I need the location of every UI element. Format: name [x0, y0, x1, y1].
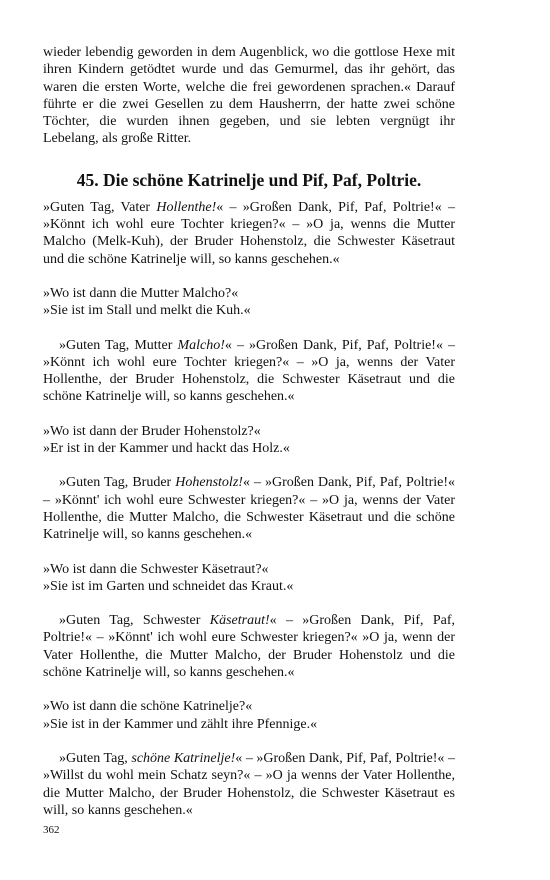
paragraph-2: »Guten Tag, Mutter Malcho!« – »Großen Dank, Pif, Paf, Poltrie!« – »Könnt ich wohl eure Tochter kriegen?« – »O ja, wenns der Vater Hollenthe, der Bruder Hohenstolz, die Schwester Käsetraut und die schöne Katrinelje will, so kanns geschehen.«	[43, 337, 455, 405]
reply-1: »Sie ist im Stall und melkt die Kuh.«	[43, 303, 251, 319]
intro-paragraph: wieder lebendig geworden in dem Augenblick, wo die gottlose Hexe mit ihren Kindern getödtet wurde und das Gemurmel, das ihr gehört, das waren die ersten Worte, welche die frei gewordenen sprachen.« Darauf führte er die zwei Gesellen zu dem Hausherrn, der hatte zwei schöne Töchter, die wurden ihnen gegeben, und sie lebten vergnügt ihr Lebelang, als große Ritter.	[43, 45, 455, 147]
page-number: 362	[43, 824, 60, 836]
reply-3: »Sie ist im Garten und schneidet das Kraut.«	[43, 578, 294, 594]
paragraph-3: »Guten Tag, Bruder Hohenstolz!« – »Großen Dank, Pif, Paf, Poltrie!« – »Könnt' ich wohl eure Schwester kriegen?« – »O ja, wenns der Vater Hollenthe, die Mutter Malcho, die Schwester Käsetraut und die schöne Katrinelje will, so kanns geschehen.«	[43, 475, 456, 543]
reply-2: »Er ist in der Kammer und hackt das Holz.«	[43, 441, 290, 457]
paragraph-4: »Guten Tag, Schwester Käsetraut!« – »Großen Dank, Pif, Paf, Poltrie!« – »Könnt' ich wohl eure Schwester kriegen?« »O ja, wenn der Vater Hollenthe, die Mutter Malcho, der Bruder Hohenstolz und die schöne Katrinelje will, so kanns geschehen.«	[43, 613, 455, 681]
question-1: »Wo ist dann die Mutter Malcho?«	[43, 285, 239, 301]
reply-4: »Sie ist in der Kammer und zählt ihre Pfennige.«	[43, 716, 318, 732]
paragraph-1: »Guten Tag, Vater Hollenthe!« – »Großen Dank, Pif, Paf, Poltrie!« – »Könnt ich wohl eure Tochter kriegen?« – »O ja, wenns die Mutter Malcho (Melk-Kuh), der Bruder Hohenstolz, die Schwester Käsetraut und die schöne Katrinelje will, so kanns geschehen.«	[43, 199, 455, 267]
question-2: »Wo ist dann der Bruder Hohenstolz?«	[43, 423, 261, 439]
story-title: 45. Die schöne Katrinelje und Pif, Paf, Poltrie.	[76, 169, 422, 190]
paragraph-5: »Guten Tag, schöne Katrinelje!« – »Großen Dank, Pif, Paf, Poltrie!« – »Willst du wohl mein Schatz seyn?« – »O ja wenns der Vater Hollenthe, die Mutter Malcho, der Bruder Hohenstolz, die Schwester Käsetraut es will, so kanns geschehen.«	[43, 750, 455, 818]
question-4: »Wo ist dann die schöne Katrinelje?«	[43, 699, 253, 715]
page-content	[43, 44, 455, 819]
question-3: »Wo ist dann die Schwester Käsetraut?«	[43, 561, 269, 577]
